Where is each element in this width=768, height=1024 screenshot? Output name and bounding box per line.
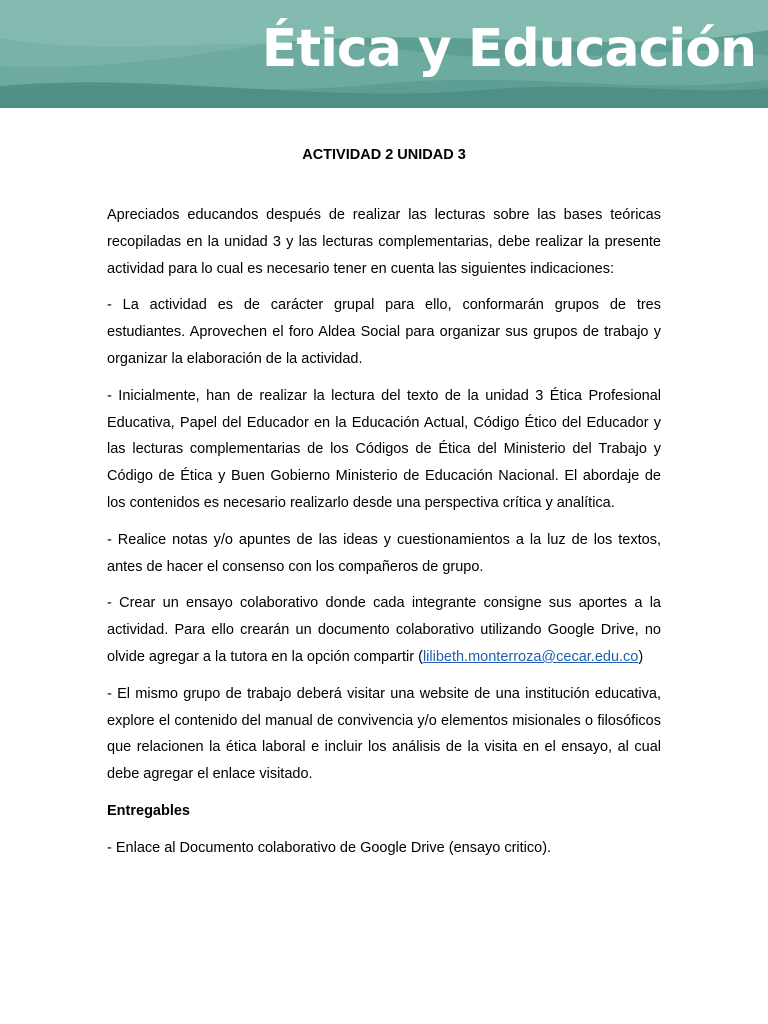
instruction-item-notes: - Realice notas y/o apuntes de las ideas y cuestionamientos a la luz de los textos, antes de hacer el consenso con los compañeros de grupo. (107, 531, 661, 575)
instruction-item-website: - El mismo grupo de trabajo deberá visitar una website de una institución educativa, explore el contenido del manual de convivencia y/o elementos misionales o filosóficos que relacionen la ética laboral e incluir los análisis de la visita en el ensayo, al cual debe agregar el enlace visitado. (107, 685, 661, 783)
banner-title: Ética y Educación (261, 19, 756, 79)
intro-paragraph: Apreciados educandos después de realizar las lecturas sobre las bases teóricas recopiladas en la unidad 3 y las lecturas complementarias, debe realizar la presente actividad para lo cual es necesario tener en cuenta las siguientes indicaciones: (107, 207, 661, 277)
deliverable-item: - Enlace al Documento colaborativo de Google Drive (ensayo critico). (107, 839, 552, 856)
header-banner (0, 0, 768, 108)
page-title: ACTIVIDAD 2 UNIDAD 3 (302, 147, 466, 163)
document-body (107, 140, 661, 872)
instruction-item-group: - La actividad es de carácter grupal para ello, conformarán grupos de tres estudiantes. Aprovechen el foro Aldea Social para organizar sus grupos de trabajo y organizar la elaboración de la actividad. (107, 297, 661, 367)
collab-text-after: ) (638, 648, 644, 665)
tutor-email-link[interactable]: lilibeth.monterroza@cecar.edu.co (422, 648, 639, 665)
collab-text-before: - Crear un ensayo colaborativo donde cada integrante consigne sus aportes a la actividad. Para ello crearán un documento colaborativo utilizando Google Drive, no olvide agregar a la tutora en la opción compartir ( (107, 595, 661, 665)
deliverables-heading: Entregables (107, 802, 190, 819)
instruction-item-reading: - Inicialmente, han de realizar la lectura del texto de la unidad 3 Ética Profesional Educativa, Papel del Educador en la Educación Actual, Código Ético del Educador y las lecturas complementarias de los Códigos de Ética del Ministerio del Trabajo y Código de Ética y Buen Gobierno Ministerio de Educación Nacional. El abordaje de los contenidos es necesario realizarlo desde una perspectiva crítica y analítica. (107, 387, 661, 511)
instruction-item-collaborative-essay (107, 590, 661, 670)
